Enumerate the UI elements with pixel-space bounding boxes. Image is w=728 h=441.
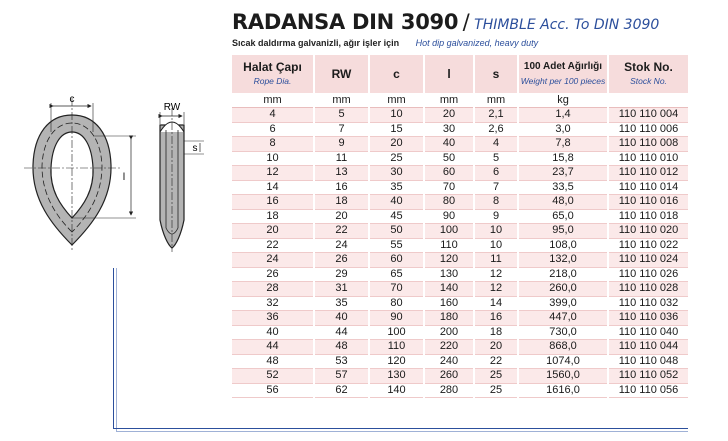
table-cell: 110 110 032 [608,296,688,311]
table-cell: 20 [314,209,369,224]
table-cell: 24 [314,238,369,253]
table-cell: 95,0 [518,224,608,239]
table-row [232,253,688,268]
dimension-s [184,141,204,154]
table-cell: 80 [369,296,424,311]
table-row [232,195,688,210]
table-cell: 1,4 [518,108,608,123]
table-cell: 57 [314,369,369,384]
table-cell: 8 [232,137,314,152]
table-header-row [232,55,688,93]
label-c: c [69,94,75,105]
thimble-front-view [24,98,120,252]
table-row [232,340,688,355]
table-cell: 13 [314,166,369,181]
table-cell: 24 [232,253,314,268]
table-cell: 180 [424,311,474,326]
table-cell: 20 [369,137,424,152]
table-cell: 110 110 014 [608,180,688,195]
subtitle-turkish: Sıcak daldırma galvanizli, ağır işler için [232,38,400,48]
table-cell: 28 [232,282,314,297]
table-cell: 9 [314,137,369,152]
table-row [232,180,688,195]
table-cell: 10 [369,108,424,123]
table-cell: 110 110 020 [608,224,688,239]
table-cell: 18 [232,209,314,224]
table-cell: 8 [474,195,518,210]
table-cell: 260,0 [518,282,608,297]
units-row [232,93,688,108]
table-cell: 65 [369,267,424,282]
table-cell: 110 110 028 [608,282,688,297]
table-row [232,282,688,297]
header-rope-dia: Halat Çapı Rope Dia. [232,55,314,93]
header-weight: 100 Adet Ağırlığı Weight per 100 pieces [518,55,608,93]
table-cell: 20 [474,340,518,355]
table-cell: 140 [424,282,474,297]
table-cell: 25 [369,151,424,166]
table-cell: 90 [369,311,424,326]
table-row [232,238,688,253]
table-cell: 55 [369,238,424,253]
table-cell: 110 [369,340,424,355]
header-rw: RW [314,55,369,93]
table-cell: 399,0 [518,296,608,311]
table-cell: 108,0 [518,238,608,253]
frame-line-vertical [113,268,114,428]
table-cell: 33,5 [518,180,608,195]
table-cell: 120 [424,253,474,268]
table-cell: 110 110 008 [608,137,688,152]
table-cell: 50 [369,224,424,239]
table-cell: 35 [314,296,369,311]
table-cell: 53 [314,354,369,369]
title-english: THIMBLE Acc. To DIN 3090 [474,17,660,33]
table-row [232,209,688,224]
table-cell: 30 [369,166,424,181]
table-cell: 48,0 [518,195,608,210]
table-cell: 110 110 024 [608,253,688,268]
table-cell: 110 110 012 [608,166,688,181]
table-cell: 18 [314,195,369,210]
table-cell: 130 [369,369,424,384]
page-title [232,10,659,34]
table-cell: 14 [474,296,518,311]
table-cell: 40 [232,325,314,340]
unit-cell: mm [369,93,424,108]
frame-line-vertical-inner [116,268,117,431]
table-cell: 110 110 016 [608,195,688,210]
table-cell: 6 [474,166,518,181]
table-cell: 80 [424,195,474,210]
table-cell: 160 [424,296,474,311]
table-cell: 11 [474,253,518,268]
table-cell: 110 110 052 [608,369,688,384]
table-cell: 200 [424,325,474,340]
table-cell: 18 [474,325,518,340]
table-row [232,108,688,123]
table-cell: 52 [232,369,314,384]
table-cell: 140 [369,383,424,398]
table-cell: 26 [314,253,369,268]
table-cell: 10 [232,151,314,166]
table-cell: 22 [232,238,314,253]
table-cell: 730,0 [518,325,608,340]
table-cell: 220 [424,340,474,355]
table-row [232,311,688,326]
frame-line-horizontal-inner [116,431,688,432]
table-row [232,296,688,311]
table-cell: 6 [232,122,314,137]
table-cell: 31 [314,282,369,297]
table-cell: 11 [314,151,369,166]
table-cell: 10 [474,224,518,239]
table-cell: 45 [369,209,424,224]
table-row [232,325,688,340]
spec-table [232,55,688,398]
table-cell: 280 [424,383,474,398]
table-row [232,369,688,384]
table-cell: 25 [474,383,518,398]
table-cell: 70 [369,282,424,297]
table-cell: 1560,0 [518,369,608,384]
table-cell: 4 [232,108,314,123]
table-cell: 218,0 [518,267,608,282]
table-cell: 130 [424,267,474,282]
table-cell: 30 [424,122,474,137]
table-cell: 60 [424,166,474,181]
thimble-side-view [160,108,184,252]
table-cell: 110 110 044 [608,340,688,355]
title-separator: / [462,10,470,34]
table-cell: 50 [424,151,474,166]
table-cell: 260 [424,369,474,384]
table-row [232,122,688,137]
header-s: s [474,55,518,93]
table-row [232,383,688,398]
table-cell: 1616,0 [518,383,608,398]
table-cell: 120 [369,354,424,369]
subtitle [232,38,538,48]
table-cell: 5 [474,151,518,166]
table-cell: 20 [424,108,474,123]
header-c: c [369,55,424,93]
table-cell: 35 [369,180,424,195]
table-cell: 7 [314,122,369,137]
subtitle-english: Hot dip galvanized, heavy duty [415,38,539,48]
table-row [232,151,688,166]
table-cell: 100 [369,325,424,340]
table-cell: 40 [369,195,424,210]
table-cell: 2,6 [474,122,518,137]
table-cell: 29 [314,267,369,282]
table-cell: 36 [232,311,314,326]
table-cell: 22 [474,354,518,369]
table-cell: 60 [369,253,424,268]
table-cell: 16 [232,195,314,210]
table-cell: 132,0 [518,253,608,268]
table-cell: 23,7 [518,166,608,181]
table-cell: 110 110 040 [608,325,688,340]
table-cell: 110 110 036 [608,311,688,326]
table-cell: 16 [314,180,369,195]
table-row [232,267,688,282]
table-cell: 110 110 010 [608,151,688,166]
table-cell: 10 [474,238,518,253]
header-stock-no: Stok No. Stock No. [608,55,688,93]
unit-cell: kg [518,93,608,108]
table-cell: 14 [232,180,314,195]
table-cell: 32 [232,296,314,311]
table-cell: 100 [424,224,474,239]
header-l: l [424,55,474,93]
table-cell: 110 110 018 [608,209,688,224]
frame-line-horizontal [113,428,688,429]
table-cell: 5 [314,108,369,123]
table-cell: 62 [314,383,369,398]
table-cell: 1074,0 [518,354,608,369]
label-s: s [192,143,198,154]
table-cell: 447,0 [518,311,608,326]
table-cell: 20 [232,224,314,239]
table-cell: 15,8 [518,151,608,166]
table-cell: 868,0 [518,340,608,355]
table-cell: 7,8 [518,137,608,152]
table-cell: 110 110 004 [608,108,688,123]
unit-cell: mm [232,93,314,108]
table-cell: 26 [232,267,314,282]
label-rw: RW [163,102,181,113]
table-cell: 56 [232,383,314,398]
thimble-drawing [0,0,232,270]
table-cell: 90 [424,209,474,224]
table-cell: 16 [474,311,518,326]
title-main: RADANSA DIN 3090 [232,10,459,34]
table-cell: 110 110 048 [608,354,688,369]
unit-cell [608,93,688,108]
table-cell: 4 [474,137,518,152]
unit-cell: mm [314,93,369,108]
table-cell: 44 [314,325,369,340]
table-cell: 240 [424,354,474,369]
table-row [232,354,688,369]
table-cell: 70 [424,180,474,195]
table-cell: 7 [474,180,518,195]
table-cell: 12 [474,282,518,297]
table-cell: 40 [424,137,474,152]
table-cell: 110 [424,238,474,253]
table-cell: 22 [314,224,369,239]
table-cell: 15 [369,122,424,137]
table-cell: 110 110 056 [608,383,688,398]
table-row [232,166,688,181]
table-cell: 65,0 [518,209,608,224]
table-cell: 110 110 026 [608,267,688,282]
table-cell: 2,1 [474,108,518,123]
table-cell: 12 [232,166,314,181]
table-cell: 48 [232,354,314,369]
table-row [232,137,688,152]
unit-cell: mm [424,93,474,108]
table-cell: 25 [474,369,518,384]
label-l: l [122,172,126,183]
table-cell: 40 [314,311,369,326]
table-cell: 48 [314,340,369,355]
table-cell: 44 [232,340,314,355]
table-cell: 110 110 022 [608,238,688,253]
table-cell: 9 [474,209,518,224]
table-cell: 110 110 006 [608,122,688,137]
unit-cell: mm [474,93,518,108]
table-cell: 12 [474,267,518,282]
table-row [232,224,688,239]
table-cell: 3,0 [518,122,608,137]
